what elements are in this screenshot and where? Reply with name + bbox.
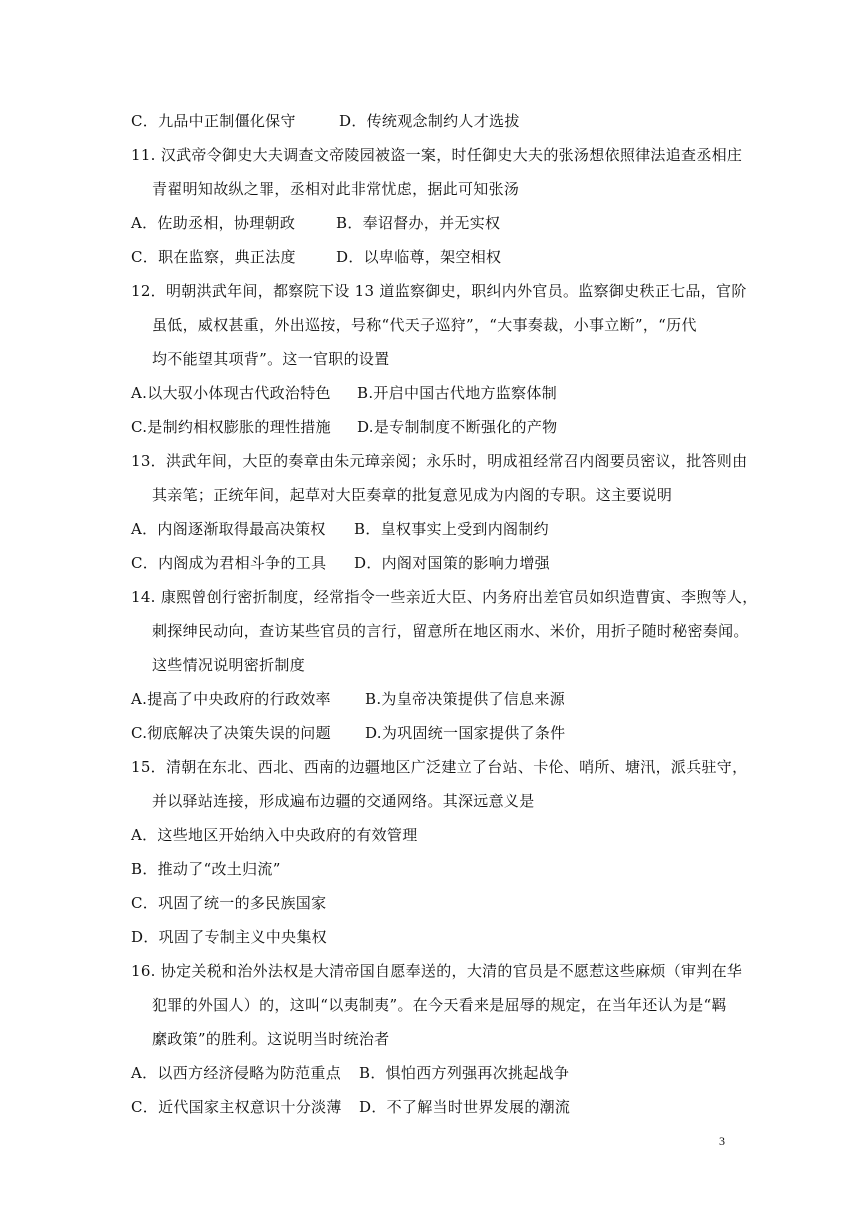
option-a: A．佐助丞相，协理朝政 (131, 214, 296, 232)
option-line: C．九品中正制僵化保守 (131, 112, 296, 130)
option-c: C．巩固了统一的多民族国家 (131, 894, 327, 912)
option-a: A．以西方经济侵略为防范重点 (131, 1064, 342, 1082)
question-13-continued: 其亲笔；正统年间，起草对大臣奏章的批复意见成为内阁的专职。这主要说明 (152, 486, 673, 504)
option-a: A．内阁逐渐取得最高决策权 (131, 520, 326, 538)
option-c: C．内阁成为君相斗争的工具 (131, 554, 327, 572)
option-line: D．传统观念制约人才选拔 (339, 112, 520, 130)
option-d: D．内阁对国策的影响力增强 (354, 554, 550, 572)
question-15: 15．清朝在东北、西北、西南的边疆地区广泛建立了台站、卡伦、哨所、塘汛，派兵驻守， (131, 758, 748, 776)
question-12: 12．明朝洪武年间，都察院下设 13 道监察御史，职纠内外官员。监察御史秩正七品，官阶 (131, 282, 747, 300)
page-number: 3 (719, 1134, 725, 1148)
option-d: D.为巩固统一国家提供了条件 (365, 724, 566, 742)
option-b: B．惧怕西方列强再次挑起战争 (359, 1064, 570, 1082)
option-b: B.为皇帝决策提供了信息来源 (365, 690, 565, 708)
question-16-continued: 犯罪的外国人）的，这叫“以夷制夷”。在今天看来是屈辱的规定，在当年还认为是“羁 (152, 996, 727, 1014)
question-12-continued: 均不能望其项背”。这一官职的设置 (152, 350, 390, 368)
option-d: D．不了解当时世界发展的潮流 (359, 1098, 571, 1116)
option-c: C．职在监察，典正法度 (131, 248, 296, 266)
question-16-continued: 縻政策”的胜利。这说明当时统治者 (152, 1030, 390, 1048)
option-b: B．奉诏督办，并无实权 (336, 214, 501, 232)
question-14-continued: 这些情况说明密折制度 (152, 656, 306, 674)
option-a: A.提高了中央政府的行政效率 (131, 690, 331, 708)
question-16: 16. 协定关税和治外法权是大清帝国自愿奉送的，大清的官员是不愿惹这些麻烦（审判在华 (131, 962, 743, 980)
question-14-continued: 刺探绅民动向，查访某些官员的言行，留意所在地区雨水、米价，用折子随时秘密奏闻。 (152, 622, 749, 640)
option-c: C．近代国家主权意识十分淡薄 (131, 1098, 342, 1116)
option-a: A．这些地区开始纳入中央政府的有效管理 (131, 826, 418, 844)
question-13: 13．洪武年间，大臣的奏章由朱元璋亲阅；永乐时，明成祖经常召内阁要员密议，批答则由 (131, 452, 748, 470)
option-d: D.是专制制度不断强化的产物 (357, 418, 558, 436)
question-12-continued: 虽低，威权甚重，外出巡按，号称“代天子巡狩”，“大事奏裁，小事立断”，“历代 (152, 316, 697, 334)
question-15-continued: 并以驿站连接，形成遍布边疆的交通网络。其深远意义是 (152, 792, 535, 810)
question-11: 11. 汉武帝令御史大夫调查文帝陵园被盗一案，时任御史大夫的张汤想依照律法追查丞相庄 (131, 146, 743, 164)
question-14: 14. 康熙曾创行密折制度，经常指令一些亲近大臣、内务府出差官员如织造曹寅、李煦等人， (131, 588, 758, 606)
option-b: B．推动了“改土归流” (131, 860, 281, 878)
option-b: B．皇权事实上受到内阁制约 (354, 520, 549, 538)
option-d: D．以卑临尊，架空相权 (336, 248, 502, 266)
option-c: C.是制约相权膨胀的理性措施 (131, 418, 331, 436)
option-b: B.开启中国古代地方监察体制 (357, 384, 557, 402)
question-11-continued: 青翟明知故纵之罪，丞相对此非常忧虑，据此可知张汤 (152, 180, 520, 198)
option-c: C.彻底解决了决策失误的问题 (131, 724, 331, 742)
option-d: D．巩固了专制主义中央集权 (131, 928, 327, 946)
option-a: A.以大驭小体现古代政治特色 (131, 384, 331, 402)
